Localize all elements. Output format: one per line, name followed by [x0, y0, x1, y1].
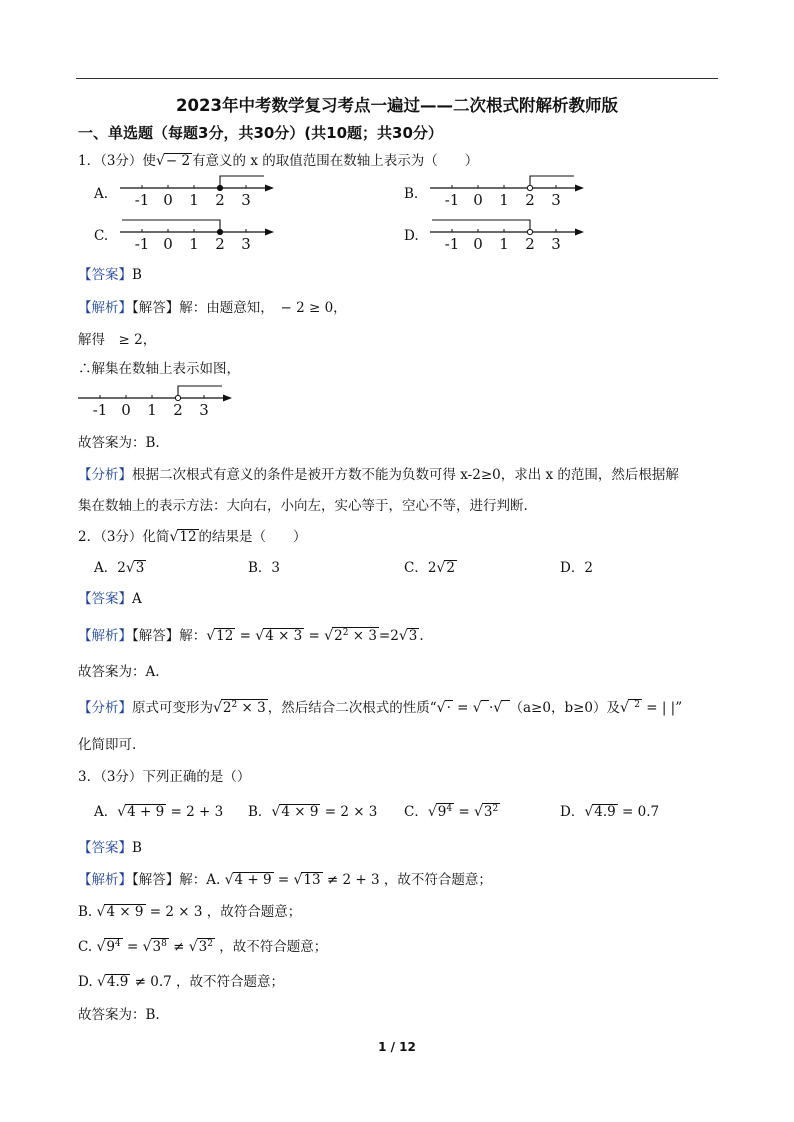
tick-label: 2 — [215, 191, 225, 209]
tick-label: -1 — [444, 235, 460, 253]
tick-label: 0 — [473, 191, 483, 209]
tick-label: 0 — [163, 191, 173, 209]
axis-arrow — [575, 229, 584, 236]
endpoint-dot — [527, 229, 532, 234]
q3-stem: 3．（3分）下列正确的是（） — [78, 769, 251, 785]
q2-analysis-line1: 【解析】【解答】解：$√12 = √4 \times 3 = √2^2 \times 3 =2√3$ . — [78, 628, 424, 644]
tick-label: -1 — [92, 401, 108, 419]
q2-fenxi-line1: 【分析】原式可变形为$√2^2 \times 3$ ，然后结合二次根式的性质“√· = √ ·√ （a≥0，b≥0）及√ $^2$ = | |” — [78, 700, 683, 716]
axis-arrow — [223, 395, 232, 402]
q1-option-b-numberline — [428, 170, 588, 212]
tick-label: 0 — [121, 401, 131, 419]
q2-option-c: C．2√2 — [404, 560, 455, 576]
tick-label: 3 — [241, 191, 251, 209]
q1-answer: 【答案】B — [78, 267, 142, 283]
axis-arrow — [265, 185, 274, 192]
tick-label: 0 — [163, 235, 173, 253]
tick-label: -1 — [134, 191, 150, 209]
q1-analysis-line4: 故答案为：B. — [78, 435, 160, 451]
tick-label: 1 — [499, 191, 509, 209]
q1-solution-numberline — [76, 380, 236, 422]
axis-arrow — [265, 229, 274, 236]
q3-analysis-c: C. $√9^4 = √3^8 \ne √3^2$ ，故不符合题意； — [78, 939, 328, 955]
tick-label: 3 — [199, 401, 209, 419]
q1-stem: 1．（3分）使√− 2 有意义的 x 的取值范围在数轴上表示为（ ） — [78, 153, 479, 169]
q2-option-a: A．2√3 — [94, 560, 145, 576]
tick-label: 3 — [551, 191, 561, 209]
tick-label: -1 — [134, 235, 150, 253]
q1-option-a-numberline — [118, 170, 278, 212]
solution-bracket — [220, 176, 264, 185]
q1-option-b-label: B. — [404, 186, 419, 202]
tick-label: 1 — [189, 235, 199, 253]
q3-option-c: C．$√9^4 = √3^2$ — [404, 804, 499, 820]
q1-option-d-label: D. — [404, 228, 419, 244]
q2-option-b: B．3 — [248, 560, 281, 576]
tick-label: 1 — [499, 235, 509, 253]
axis-arrow — [575, 185, 584, 192]
tick-label: 3 — [551, 235, 561, 253]
q1-analysis-line2: 解得 ≥ 2， — [78, 332, 157, 348]
tick-label: 3 — [241, 235, 251, 253]
q3-option-b: B．√4 × 9 = 2 × 3 — [248, 804, 378, 820]
q3-option-a: A．√4 + 9 = 2 + 3 — [94, 804, 224, 820]
tick-label: -1 — [444, 191, 460, 209]
solution-bracket — [530, 176, 574, 185]
solution-bracket — [122, 220, 220, 229]
endpoint-dot — [217, 229, 222, 234]
q1-radicand: − 2 — [165, 153, 191, 169]
tick-label: 1 — [189, 191, 199, 209]
header-rule — [76, 78, 718, 79]
q1-option-d-numberline — [428, 214, 588, 256]
q1-option-c-numberline — [118, 214, 278, 256]
q1-option-c-label: C. — [94, 228, 109, 244]
page-number: 1 / 12 — [378, 1040, 416, 1054]
endpoint-dot — [217, 185, 222, 190]
q2-analysis-line2: 故答案为：A. — [78, 664, 160, 680]
solution-bracket — [178, 386, 222, 395]
tick-label: 2 — [525, 235, 535, 253]
endpoint-dot — [175, 395, 180, 400]
tick-label: 2 — [525, 191, 535, 209]
q2-fenxi-line2: 化简即可. — [78, 737, 137, 753]
q3-answer: 【答案】B — [78, 840, 142, 856]
q2-option-d: D．2 — [560, 560, 593, 576]
tick-label: 2 — [173, 401, 183, 419]
q1-option-a-label: A. — [94, 186, 109, 202]
q1-fenxi-line2: 集在数轴上的表示方法：大向右，小向左，实心等于，空心不等，进行判断. — [78, 498, 528, 514]
tick-label: 1 — [147, 401, 157, 419]
q3-analysis-b: B. √4 × 9 = 2 × 3 ，故符合题意； — [78, 904, 302, 920]
q2-stem: 2．（3分）化简√12 的结果是（ ） — [78, 529, 307, 545]
q3-option-d: D．√4.9 = 0.7 — [560, 804, 660, 820]
q1-analysis-line3: ∴解集在数轴上表示如图， — [78, 361, 240, 377]
endpoint-dot — [527, 185, 532, 190]
document-title: 2023年中考数学复习考点一遍过——二次根式附解析教师版 — [176, 96, 618, 115]
tick-label: 2 — [215, 235, 225, 253]
solution-bracket — [432, 220, 530, 229]
section-heading: 一、单选题（每题3分，共30分）(共10题；共30分） — [78, 124, 443, 142]
q3-analysis-d: D. √4.9 ≠ 0.7 ，故不符合题意； — [78, 974, 284, 990]
q2-answer: 【答案】A — [78, 591, 142, 607]
q3-final: 故答案为：B. — [78, 1007, 160, 1023]
q1-fenxi-line1: 【分析】根据二次根式有意义的条件是被开方数不能为负数可得 x-2≥0，求出 x 的范围，然后根据解 — [78, 467, 679, 483]
tick-label: 0 — [473, 235, 483, 253]
q1-analysis-line1: 【解析】【解答】解：由题意知， − 2 ≥ 0， — [78, 300, 347, 316]
q3-analysis-a: 【解析】【解答】解：A. √4 + 9 = √13 ≠ 2 + 3 ，故不符合题意； — [78, 872, 492, 888]
